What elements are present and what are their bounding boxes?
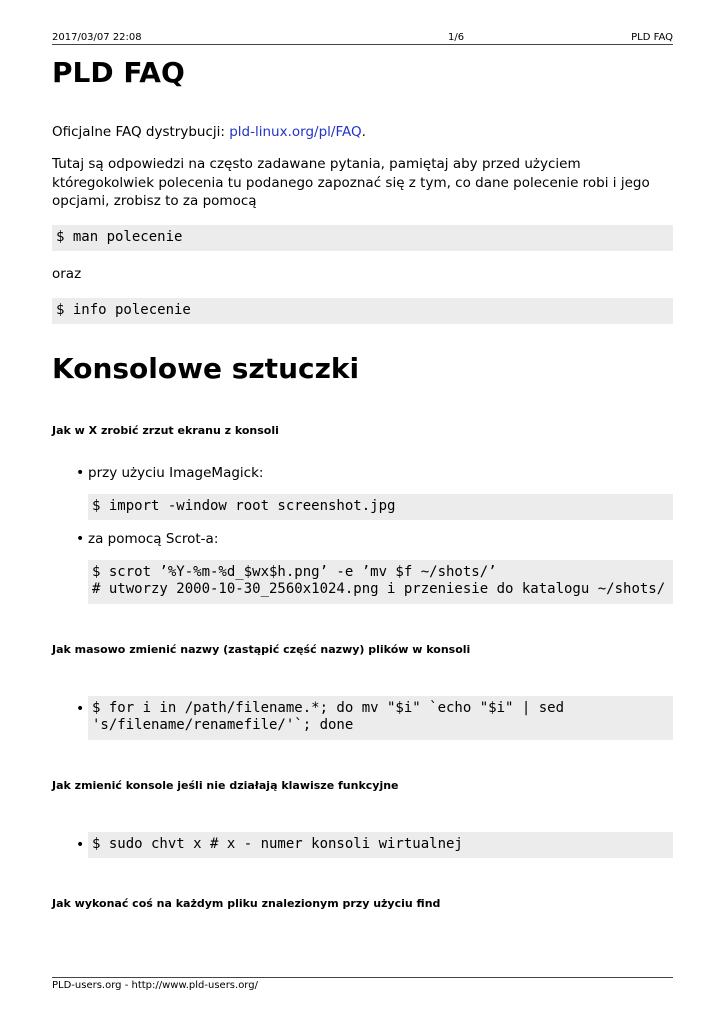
question-heading: Jak wykonać coś na każdym pliku znalezionym przy użyciu find — [52, 897, 441, 910]
intro-suffix: . — [361, 124, 366, 140]
code-block-rename: $ for i in /path/filename.*; do mv "$i" `echo "$i" | sed 's/filename/renamefile/'`; done — [88, 696, 673, 740]
bullet-icon: • — [76, 465, 85, 481]
faq-link[interactable]: pld-linux.org/pl/FAQ — [229, 124, 362, 140]
list-item-label: przy użyciu ImageMagick: — [88, 465, 264, 481]
header-title: PLD FAQ — [631, 32, 673, 43]
question-heading: Jak masowo zmienić nazwy (zastąpić część nazwy) plików w konsoli — [52, 643, 471, 656]
header-page-number: 1/6 — [448, 32, 465, 43]
page-title: PLD FAQ — [52, 56, 185, 89]
oraz-text: oraz — [52, 266, 82, 282]
code-block-info: $ info polecenie — [52, 298, 673, 324]
code-block-import: $ import -window root screenshot.jpg — [88, 494, 673, 520]
header-date: 2017/03/07 22:08 — [52, 32, 142, 43]
question-heading: Jak w X zrobić zrzut ekranu z konsoli — [52, 424, 279, 437]
section-title: Konsolowe sztuczki — [52, 352, 360, 385]
code-block-scrot: $ scrot ’%Y-%m-%d_$wx$h.png’ -e ’mv $f ~/shots/’ # utworzy 2000-10-30_2560x1024.png i przeniesie do katalogu ~/shots/ — [88, 560, 673, 604]
list-item-label: za pomocą Scrot-a: — [88, 531, 219, 547]
page-header — [52, 31, 673, 45]
intro-paragraph-2: Tutaj są odpowiedzi na często zadawane pytania, pamiętaj aby przed użyciem któregokolwiek polecenia tu podanego zapoznać się z tym, co dane polecenie robi i jego opcjami, zrobisz to za pomocą — [52, 156, 650, 209]
code-block-man: $ man polecenie — [52, 225, 673, 251]
question-heading: Jak zmienić konsole jeśli nie działają klawisze funkcyjne — [52, 779, 399, 792]
bullet-icon: • — [76, 837, 85, 853]
bullet-icon: • — [76, 531, 85, 547]
intro-text: Oficjalne FAQ dystrybucji: — [52, 124, 230, 140]
code-block-chvt: $ sudo chvt x # x - numer konsoli wirtualnej — [88, 832, 673, 858]
bullet-icon: • — [76, 701, 85, 717]
intro-paragraph-1 — [52, 123, 673, 142]
page-footer: PLD-users.org - http://www.pld-users.org/ — [52, 977, 673, 991]
